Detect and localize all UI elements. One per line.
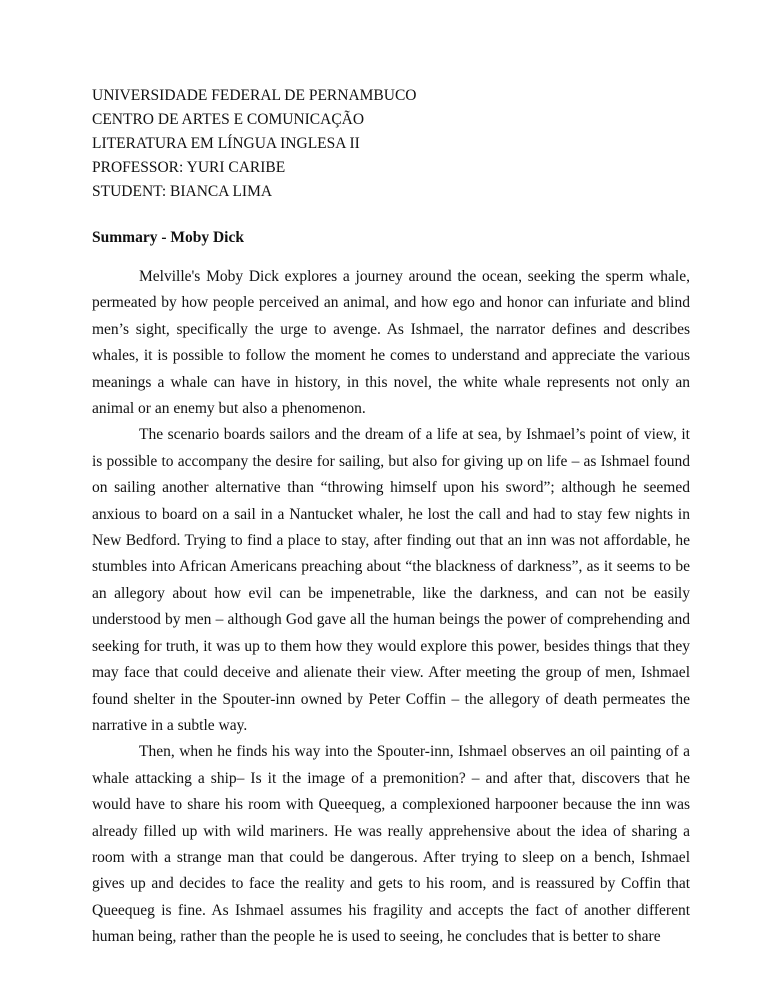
course-name: LITERATURA EM LÍNGUA INGLESA II bbox=[92, 135, 360, 152]
professor-name: PROFESSOR: YURI CARIBE bbox=[92, 159, 286, 176]
center-name: CENTRO DE ARTES E COMUNICAÇÃO bbox=[92, 111, 365, 128]
document-body bbox=[92, 264, 690, 951]
paragraph-1: Melville's Moby Dick explores a journey around the ocean, seeking the sperm whale, permeated by how people perceived an animal, and how ego and honor can infuriate and blind men’s sight, specifically the urge to avenge. As Ishmael, the narrator defines and describes whales, it is possible to follow the moment he comes to understand and appreciate the various meanings a whale can have in history, in this novel, the white whale represents not only an animal or an enemy but also a phenomenon. bbox=[92, 268, 690, 418]
document-header bbox=[92, 84, 690, 204]
student-name: STUDENT: BIANCA LIMA bbox=[92, 183, 273, 200]
paragraph-2: The scenario boards sailors and the dream of a life at sea, by Ishmael’s point of view, it is possible to accompany the desire for sailing, but also for giving up on life – as Ishmael found on sailing another alternative than “throwing himself upon his sword”; although he seemed anxious to board on a sail in a Nantucket whaler, he lost the call and had to stay few nights in New Bedford. Trying to find a place to stay, after finding out that an inn was not affordable, he stumbles into African Americans preaching about “the blackness of darkness”, as it seems to be an allegory about how evil can be impenetrable, like the darkness, and can not be easily understood by men – although God gave all the human beings the power of comprehending and seeking for truth, it was up to them how they would explore this power, besides things that they may face that could deceive and alienate their view. After meeting the group of men, Ishmael found shelter in the Spouter-inn owned by Peter Coffin – the allegory of death permeates the narrative in a subtle way. bbox=[92, 426, 690, 734]
document-page bbox=[92, 84, 690, 951]
paragraph-3: Then, when he finds his way into the Spouter-inn, Ishmael observes an oil painting of a whale attacking a ship– Is it the image of a premonition? – and after that, discovers that he would have to share his room with Queequeg, a complexioned harpooner because the inn was already filled up with wild mariners. He was really apprehensive about the idea of sharing a room with a strange man that could be dangerous. After trying to sleep on a bench, Ishmael gives up and decides to face the reality and gets to his room, and is reassured by Coffin that Queequeg is fine. As Ishmael assumes his fragility and accepts the fact of another different human being, rather than the people he is used to seeing, he concludes that is better to share bbox=[92, 743, 690, 946]
document-title: Summary - Moby Dick bbox=[92, 229, 244, 246]
university-name: UNIVERSIDADE FEDERAL DE PERNAMBUCO bbox=[92, 87, 417, 104]
